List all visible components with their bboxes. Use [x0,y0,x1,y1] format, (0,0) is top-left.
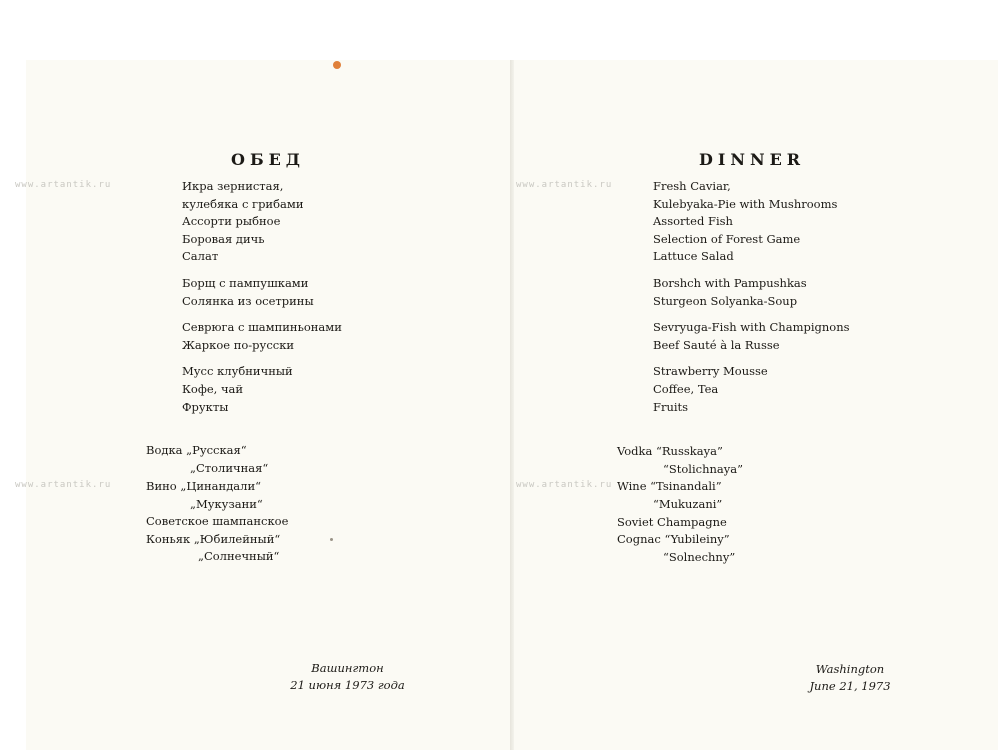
menu-item: Borshch with Pampushkas [653,275,807,290]
menu-item: Мусс клубничный [182,364,293,379]
drink-item: Вино „Цинандали“ [146,479,261,493]
page-fold [510,60,514,750]
menu-item: Фрукты [182,399,229,414]
menu-item: Assorted Fish [653,214,733,229]
place-name: Вашингтон [311,661,384,675]
menu-item: Солянка из осетрины [182,293,314,308]
drink-item: Cognac “Yubileiny” [617,532,730,546]
menu-item: Икра зернистая, [182,179,284,193]
russian-footer [270,660,425,694]
menu-item: Жаркое по-русски [182,337,295,352]
drink-item: Vodka “Russkaya” [617,444,723,458]
menu-item: Coffee, Tea [653,381,719,396]
drink-item: Wine “Tsinandali” [617,479,722,493]
watermark: www.artantik.ru [516,180,613,190]
place-name: Washington [815,662,885,676]
menu-item: Kulebyaka-Pie with Mushrooms [653,196,838,211]
drink-item: Коньяк „Юбилейный“ [146,532,281,546]
drink-item: “Mukuzani” [653,497,723,511]
drink-item: “Stolichnaya” [663,462,744,476]
drink-item: Советское шампанское [146,514,289,528]
menu-item: кулебяка с грибами [182,196,304,211]
menu-item: Fresh Caviar, [653,179,731,193]
drink-item: „Мукузани“ [190,497,263,511]
menu-item: Fruits [653,399,689,414]
english-title: DINNER [699,150,806,169]
menu-item: Sevryuga-Fish with Champignons [653,320,850,335]
watermark: www.artantik.ru [15,180,112,190]
menu-item: Strawberry Mousse [653,364,768,379]
watermark: www.artantik.ru [516,480,613,490]
russian-food-list [182,178,342,416]
drink-item: „Солнечный“ [198,549,280,563]
menu-item: Beef Sauté à la Russe [653,337,780,352]
menu-item: Боровая дичь [182,231,265,246]
menu-item: Sturgeon Solyanka-Soup [653,293,798,308]
stain-mark [333,61,341,69]
menu-item: Кофе, чай [182,381,244,396]
english-food-list [653,178,850,416]
english-footer [790,661,910,695]
drink-item: Водка „Русская“ [146,443,247,457]
menu-item: Ассорти рыбное [182,214,281,229]
event-date: June 21, 1973 [809,679,891,693]
watermark: www.artantik.ru [15,480,112,490]
russian-title: ОБЕД [231,150,306,169]
event-date: 21 июня 1973 года [290,678,405,692]
menu-item: Салат [182,249,219,264]
speck-mark [330,538,333,541]
drink-item: Soviet Champagne [617,515,727,529]
menu-item: Борщ с пампушками [182,275,309,290]
menu-item: Lattuce Salad [653,249,734,264]
drink-item: “Solnechny” [663,550,736,564]
drink-item: „Столичная“ [190,461,269,475]
menu-item: Севрюга с шампиньонами [182,320,342,335]
menu-item: Selection of Forest Game [653,231,801,246]
